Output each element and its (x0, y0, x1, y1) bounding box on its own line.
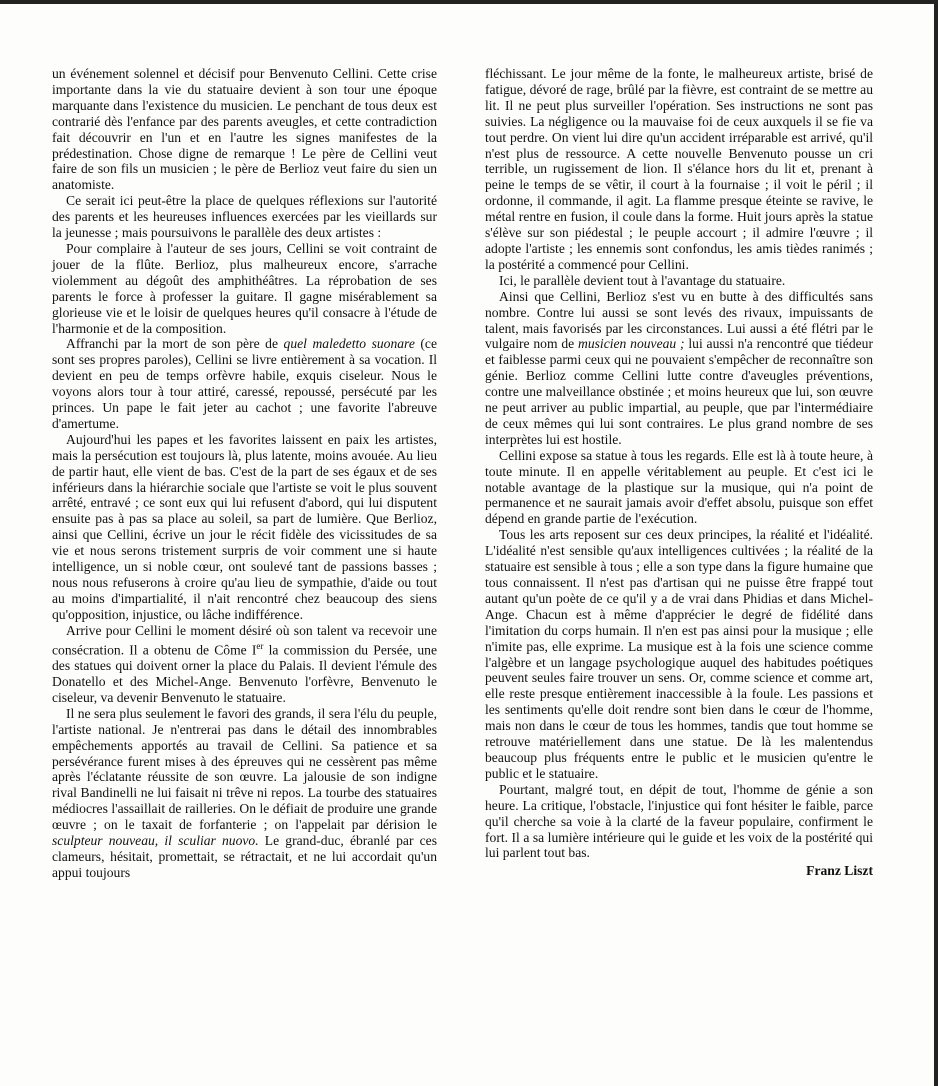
paragraph: Pourtant, malgré tout, en dépit de tout, l'homme de génie a son heure. La critique, l'obstacle, l'injustice qui font hésiter le faible, parce qu'il cherche sa voie à la clarté de la faveur populaire, confirment le fort. Il a sa lumière intérieure qui le guide et les voix de la postérité qui lui parlent tout bas. (485, 781, 873, 861)
paragraph: Ici, le parallèle devient tout à l'avantage du statuaire. (499, 272, 786, 288)
text-span: Ainsi que Cellini, Berlioz s'est vu en butte à des difficultés sans nombre. Contre lui aussi se sont levés des rivaux, impuissants de talent, mais favorisés par les circonstances. Lui aussi a été flétri par le vulgaire nom de (485, 288, 873, 352)
italic-quote: musicien nouveau ; (578, 336, 685, 352)
text-span: la commission du Persée, une des statues qui doivent orner la place du Palais. Il devient l'émule des Donatello et des Michel-Ange. Benvenuto l'orfèvre, Benvenuto le ciseleur, va devenir Benvenuto le statuaire. (52, 642, 437, 705)
paragraph (52, 623, 437, 706)
text-span: Le grand-duc, ébranlé par ces clameurs, hésitait, promettait, se rétractait, et ne lui accordait qu'un appui toujours (52, 833, 437, 880)
italic-quote: quel maledetto suonare (283, 336, 415, 352)
author-signature: Franz Liszt (806, 863, 873, 879)
paragraph (52, 706, 437, 881)
right-column (485, 66, 873, 879)
scan-edge-top (0, 0, 938, 4)
text-span: Arrive pour Cellini le moment désiré où son talent va recevoir une consécration. Il a obtenu de Côme I (52, 622, 437, 658)
scan-edge-right (934, 0, 938, 1086)
paragraph: Cellini expose sa statue à tous les regards. Elle est là à toute heure, à toute minute. Il en appelle véritablement au peuple. Et c'est ici le notable avantage de la plastique sur la musique, qui n'a point de permanence et ne saurait jamais avoir d'effet absolu, puisque son effet dépend en grande partie de l'exécution. (485, 447, 873, 527)
text-span: Il ne sera plus seulement le favori des grands, il sera l'élu du peuple, l'artiste national. Je n'entrerai pas dans le détail des innombrables empêchements apportés au travail de Cellini. Sa patience et sa persévérance furent mises à des épreuves qui ne cessèrent pas même après l'éclatante réussite de son œuvre. La jalousie de son indigne rival Bandinelli ne lui faisait ni trêve ni repos. La tourbe des statuaires médiocres l'assaillait de railleries. On le défiait de produire une grande œuvre ; on le taxait de forfanterie ; on l'appelait par dérision le (52, 705, 437, 833)
paragraph: Pour complaire à l'auteur de ses jours, Cellini se voit contraint de jouer de la flûte. Berlioz, plus malheureux encore, s'arrache violemment au dégoût des amphithéâtres. La réprobation de ses parents le force à professer la guitare. Il gagne misérablement sa glorieuse vie et le loisir de quelques heures qu'il consacre à l'étude de l'harmonie et de la composition. (52, 240, 437, 336)
paragraph: un événement solennel et décisif pour Benvenuto Cellini. Cette crise importante dans la vie du statuaire devient à son tour une époque marquante dans l'existence du musicien. Le penchant de tous deux est contrarié dès l'enfance par des parents aveugles, et cette contradiction fait découvrir en l'un et en l'autre les signes manifestes de la prédestination. Chose digne de remarque ! Le père de Cellini veut faire de son fils un musicien ; le père de Berlioz veut faire du sien un anatomiste. (52, 66, 437, 193)
paragraph: Tous les arts reposent sur ces deux principes, la réalité et l'idéalité. L'idéalité n'est sensible qu'aux intelligences cultivées ; la réalité de la statuaire est sensible à tous ; elle a son type dans la figure humaine que tous connaissent. Il n'est pas d'artisan qui ne puisse être frappé tout autant qu'un poète de ce qu'il y a de vrai dans Phidias et dans Michel-Ange. Chacun est à même d'apprécier le degré de fidélité dans l'imitation du corps humain. Il n'en est pas ainsi pour la musique ; elle n'imite pas, elle exprime. La musique est à la fois une science comme l'algèbre et un langage psychologique auquel des habitudes poétiques peuvent seules faire trouver un sens. Or, comme science et comme art, elle reste presque entièrement inaccessible à la foule. Les passions et les sentiments qu'elle doit rendre sont bien dans le cœur de l'homme, mais non dans le cœur de tous les hommes, tandis que tout homme se retrouve matériellement dans une statue. De là les malentendus beaucoup plus fréquents entre le public et le musicien qu'entre le public et le statuaire. (485, 527, 873, 781)
italic-quote: sculpteur nouveau, il sculiar nuovo. (52, 833, 259, 849)
paragraph: Ce serait ici peut-être la place de quelques réflexions sur l'autorité des parents et les heureuses influences exercées par les vieillards sur la jeunesse ; mais poursuivons le parallèle des deux artistes : (52, 193, 437, 241)
text-span: lui aussi n'a rencontré que tiédeur et faiblesse parmi ceux qui ne pouvaient s'empêcher de reconnaître son génie. Berlioz comme Cellini lutte contre d'aveugles préventions, contre une malveillance obstinée ; et moins heureux que lui, son œuvre ne peut arriver au public impartial, au peuple, que par l'intermédiaire de ceux mêmes qui lui sont contraires. Le plus grand nombre de ses interprètes lui est hostile. (485, 336, 873, 447)
superscript: er (256, 640, 264, 651)
text-span: (ce sont ses propres paroles), Cellini se livre entièrement à sa vocation. Il devient en peu de temps orfèvre habile, exquis ciseleur. Nous le voyons alors tour à tour attiré, caressé, repoussé, persécuté par les princes. Un pape le fait jeter au cachot ; une favorite l'abreuve d'amertume. (52, 336, 438, 431)
paragraph (485, 289, 873, 448)
paragraph: fléchissant. Le jour même de la fonte, le malheureux artiste, brisé de fatigue, dévoré de rage, brûlé par la fièvre, est contraint de se mettre au lit. Il ne peut plus surveiller l'opération. Ses instructions ne sont pas suivies. La négligence ou la mauvaise foi de ceux auxquels il se fie va tout perdre. On vient lui dire qu'un accident irréparable est arrivé, qu'il n'est plus de ressource. A cette nouvelle Benvenuto pousse un cri terrible, un rugissement de lion. Il s'élance hors du lit et, prenant à peine le temps de se vêtir, il court à la fournaise ; il voit le péril ; il ordonne, il commande, il agit. La flamme presque éteinte se ravive, le métal rentre en fusion, il coule dans la forme. Huit jours après la statue s'élève sur son piédestal ; le peuple accourt ; il admire l'œuvre ; il adopte l'artiste ; les ennemis sont confondus, les amis tièdes ranimés ; la postérité a commencé pour Cellini. (485, 66, 873, 272)
paragraph (52, 336, 437, 431)
left-column (52, 66, 437, 881)
paragraph: Aujourd'hui les papes et les favorites laissent en paix les artistes, mais la persécution est toujours là, plus latente, moins avouée. Au lieu de partir haut, elle vient de bas. C'est de la part de ses égaux et de ses inférieurs dans la hiérarchie sociale que l'artiste se voit le plus souvent arrêté, entravé ; ce sont eux qui lui refusent d'abord, qui lui disputent ensuite pas à pas sa place au soleil, sa part de lumière. Que Berlioz, ainsi que Cellini, écrive un jour le récit fidèle des vicissitudes de sa vie et nous serons tristement surpris de voir comment une si haute intelligence, un si noble cœur, ont soulevé tant de passions basses ; nous nous refuserons à croire qu'au lieu de sympathie, d'aide ou tout au moins d'impartialité, il n'ait rencontré chez beaucoup des siens qu'opposition, injustice, ou lâche indifférence. (52, 431, 437, 622)
text-span: Affranchi par la mort de son père de (66, 336, 278, 352)
